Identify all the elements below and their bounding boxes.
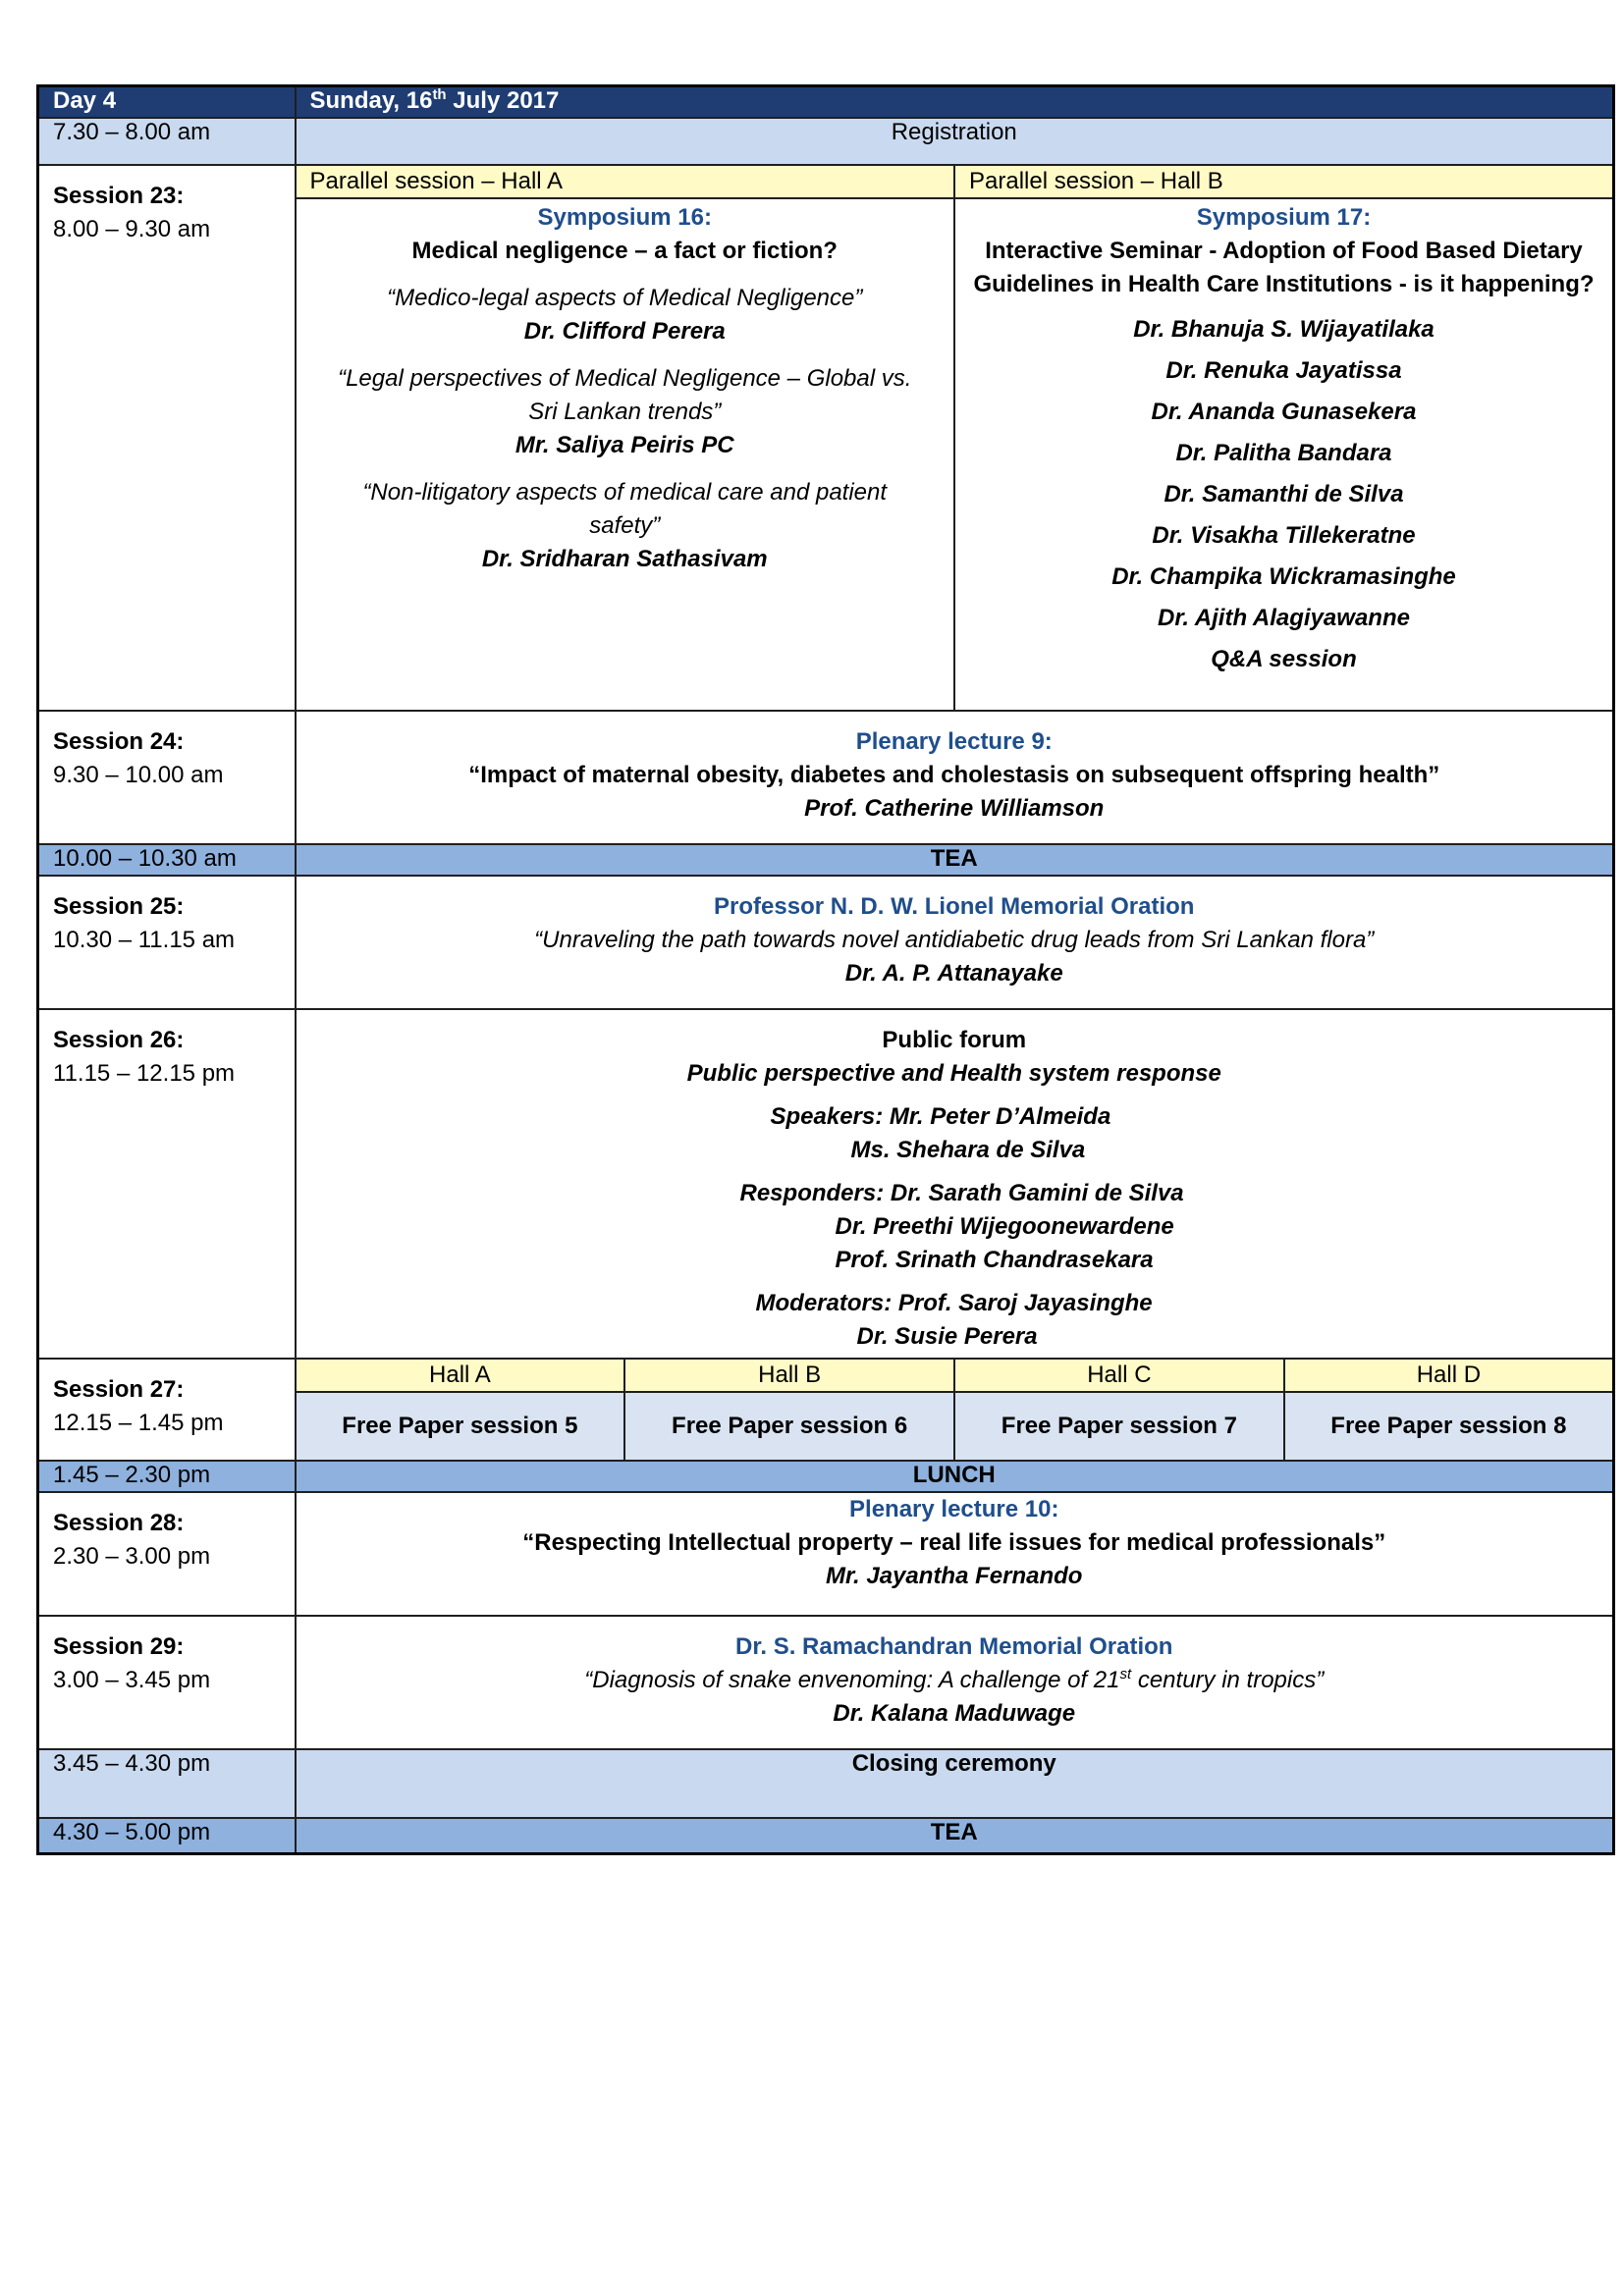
talk-title: “Medico-legal aspects of Medical Negligence” bbox=[387, 285, 863, 311]
speaker: Dr. Clifford Perera bbox=[523, 318, 726, 345]
speaker: Mr. Saliya Peiris PC bbox=[514, 432, 734, 458]
session-time: 10.30 – 11.15 am bbox=[53, 927, 236, 953]
hall-a-header: Parallel session – Hall A bbox=[296, 165, 955, 198]
tea-label: TEA bbox=[296, 1818, 1614, 1854]
session-26-row bbox=[38, 1009, 1614, 1359]
responders-line: Responders: Dr. Sarath Gamini de Silva bbox=[739, 1180, 1184, 1206]
closing-row bbox=[38, 1749, 1614, 1818]
speakers-line: Ms. Shehara de Silva bbox=[850, 1137, 1086, 1163]
session-name: Session 27: bbox=[53, 1376, 185, 1403]
forum-subtitle: Public perspective and Health system response bbox=[686, 1060, 1221, 1087]
day-label: Day 4 bbox=[38, 86, 296, 119]
moderators-line: Moderators: Prof. Saroj Jayasinghe bbox=[755, 1290, 1153, 1316]
session-27-hall-row bbox=[38, 1359, 1614, 1392]
symposium-16-title: Symposium 16: bbox=[537, 204, 712, 231]
closing-time: 3.45 – 4.30 pm bbox=[38, 1749, 296, 1818]
symposium-17-subtitle: Interactive Seminar - Adoption of Food Based Dietary bbox=[985, 238, 1583, 264]
session-28-row bbox=[38, 1492, 1614, 1616]
tea-row bbox=[38, 844, 1614, 876]
plenary-9-cell bbox=[296, 711, 1614, 844]
forum-title: Public forum bbox=[882, 1027, 1027, 1053]
speaker: Mr. Jayantha Fernando bbox=[826, 1563, 1083, 1589]
public-forum-cell bbox=[296, 1009, 1614, 1359]
session-time: 8.00 – 9.30 am bbox=[53, 216, 211, 242]
session-29-row bbox=[38, 1616, 1614, 1749]
lunch-label: LUNCH bbox=[296, 1461, 1614, 1492]
oration-topic: “Diagnosis of snake envenoming: A challenge of 21st century in tropics” bbox=[584, 1666, 1325, 1693]
speaker: Dr. Palitha Bandara bbox=[1175, 440, 1392, 466]
speaker: Dr. Bhanuja S. Wijayatilaka bbox=[1133, 316, 1435, 343]
hall-b-header: Parallel session – Hall B bbox=[954, 165, 1614, 198]
free-paper-6: Free Paper session 6 bbox=[624, 1392, 954, 1461]
symposium-16-subtitle: Medical negligence – a fact or fiction? bbox=[411, 238, 838, 264]
session-23-cell bbox=[38, 165, 296, 711]
session-time: 2.30 – 3.00 pm bbox=[53, 1543, 211, 1570]
oration-topic: “Unraveling the path towards novel antidiabetic drug leads from Sri Lankan flora” bbox=[534, 927, 1375, 953]
speaker: Dr. Ananda Gunasekera bbox=[1151, 399, 1417, 425]
tea-row bbox=[38, 1818, 1614, 1854]
plenary-10-cell bbox=[296, 1492, 1614, 1616]
day-header-row bbox=[38, 86, 1614, 119]
symposium-17-subtitle: Guidelines in Health Care Institutions - is it happening? bbox=[973, 271, 1595, 297]
lunch-row bbox=[38, 1461, 1614, 1492]
plenary-topic: “Impact of maternal obesity, diabetes and cholestasis on subsequent offspring health” bbox=[468, 762, 1440, 788]
session-25-row bbox=[38, 876, 1614, 1009]
day-date: Sunday, 16th July 2017 bbox=[296, 86, 1614, 119]
session-name: Session 24: bbox=[53, 728, 185, 755]
speaker: Prof. Catherine Williamson bbox=[804, 795, 1105, 822]
talk-title: “Legal perspectives of Medical Negligence – Global vs. bbox=[338, 365, 912, 392]
session-23-hall-row bbox=[38, 165, 1614, 198]
speaker: Dr. Renuka Jayatissa bbox=[1165, 357, 1402, 384]
symposium-16-cell bbox=[296, 198, 955, 711]
free-paper-8: Free Paper session 8 bbox=[1284, 1392, 1614, 1461]
session-name: Session 29: bbox=[53, 1633, 185, 1660]
registration-row bbox=[38, 118, 1614, 165]
speaker: Dr. Samanthi de Silva bbox=[1164, 481, 1404, 507]
registration-label: Registration bbox=[296, 118, 1614, 165]
session-24-cell bbox=[38, 711, 296, 844]
session-26-cell bbox=[38, 1009, 296, 1359]
talk-title: safety” bbox=[589, 512, 661, 539]
free-paper-7: Free Paper session 7 bbox=[954, 1392, 1284, 1461]
hall-d-header: Hall D bbox=[1284, 1359, 1614, 1392]
registration-time: 7.30 – 8.00 am bbox=[38, 118, 296, 165]
closing-label: Closing ceremony bbox=[296, 1749, 1614, 1818]
session-name: Session 26: bbox=[53, 1027, 185, 1053]
speaker: Dr. A. P. Attanayake bbox=[844, 960, 1063, 987]
oration-title: Dr. S. Ramachandran Memorial Oration bbox=[735, 1633, 1173, 1660]
lunch-time: 1.45 – 2.30 pm bbox=[38, 1461, 296, 1492]
oration-cell bbox=[296, 876, 1614, 1009]
oration-title: Professor N. D. W. Lionel Memorial Oration bbox=[714, 893, 1195, 920]
hall-a-header: Hall A bbox=[296, 1359, 625, 1392]
session-28-cell bbox=[38, 1492, 296, 1616]
session-time: 12.15 – 1.45 pm bbox=[53, 1410, 224, 1436]
session-25-cell bbox=[38, 876, 296, 1009]
session-name: Session 23: bbox=[53, 183, 185, 209]
plenary-title: Plenary lecture 9: bbox=[855, 728, 1053, 755]
session-24-row bbox=[38, 711, 1614, 844]
tea-label: TEA bbox=[296, 844, 1614, 876]
hall-c-header: Hall C bbox=[954, 1359, 1284, 1392]
speakers-line: Speakers: Mr. Peter D’Almeida bbox=[770, 1103, 1111, 1130]
speaker: Dr. Visakha Tillekeratne bbox=[1152, 522, 1416, 549]
session-name: Session 28: bbox=[53, 1510, 185, 1536]
speaker: Dr. Champika Wickramasinghe bbox=[1111, 563, 1456, 590]
session-name: Session 25: bbox=[53, 893, 185, 920]
responders-line: Dr. Preethi Wijegoonewardene bbox=[835, 1213, 1174, 1240]
session-29-cell bbox=[38, 1616, 296, 1749]
session-time: 9.30 – 10.00 am bbox=[53, 762, 224, 788]
hall-b-header: Hall B bbox=[624, 1359, 954, 1392]
symposium-17-title: Symposium 17: bbox=[1196, 204, 1372, 231]
tea-time: 4.30 – 5.00 pm bbox=[38, 1818, 296, 1854]
speaker: Dr. Sridharan Sathasivam bbox=[481, 546, 768, 572]
symposium-17-cell bbox=[954, 198, 1614, 711]
speaker: Dr. Kalana Maduwage bbox=[833, 1700, 1076, 1727]
qa-session: Q&A session bbox=[1211, 646, 1357, 672]
talk-title: “Non-litigatory aspects of medical care and patient bbox=[362, 479, 888, 506]
moderators-line: Dr. Susie Perera bbox=[856, 1323, 1038, 1350]
talk-title: Sri Lankan trends” bbox=[528, 399, 722, 425]
session-27-cell bbox=[38, 1359, 296, 1461]
oration-cell bbox=[296, 1616, 1614, 1749]
free-paper-5: Free Paper session 5 bbox=[296, 1392, 625, 1461]
plenary-topic: “Respecting Intellectual property – real life issues for medical professionals” bbox=[522, 1529, 1386, 1556]
responders-line: Prof. Srinath Chandrasekara bbox=[835, 1247, 1154, 1273]
session-time: 3.00 – 3.45 pm bbox=[53, 1667, 211, 1693]
schedule-table bbox=[36, 84, 1615, 1855]
tea-time: 10.00 – 10.30 am bbox=[38, 844, 296, 876]
session-time: 11.15 – 12.15 pm bbox=[53, 1060, 236, 1087]
plenary-title: Plenary lecture 10: bbox=[849, 1496, 1059, 1522]
speaker: Dr. Ajith Alagiyawanne bbox=[1158, 605, 1410, 631]
